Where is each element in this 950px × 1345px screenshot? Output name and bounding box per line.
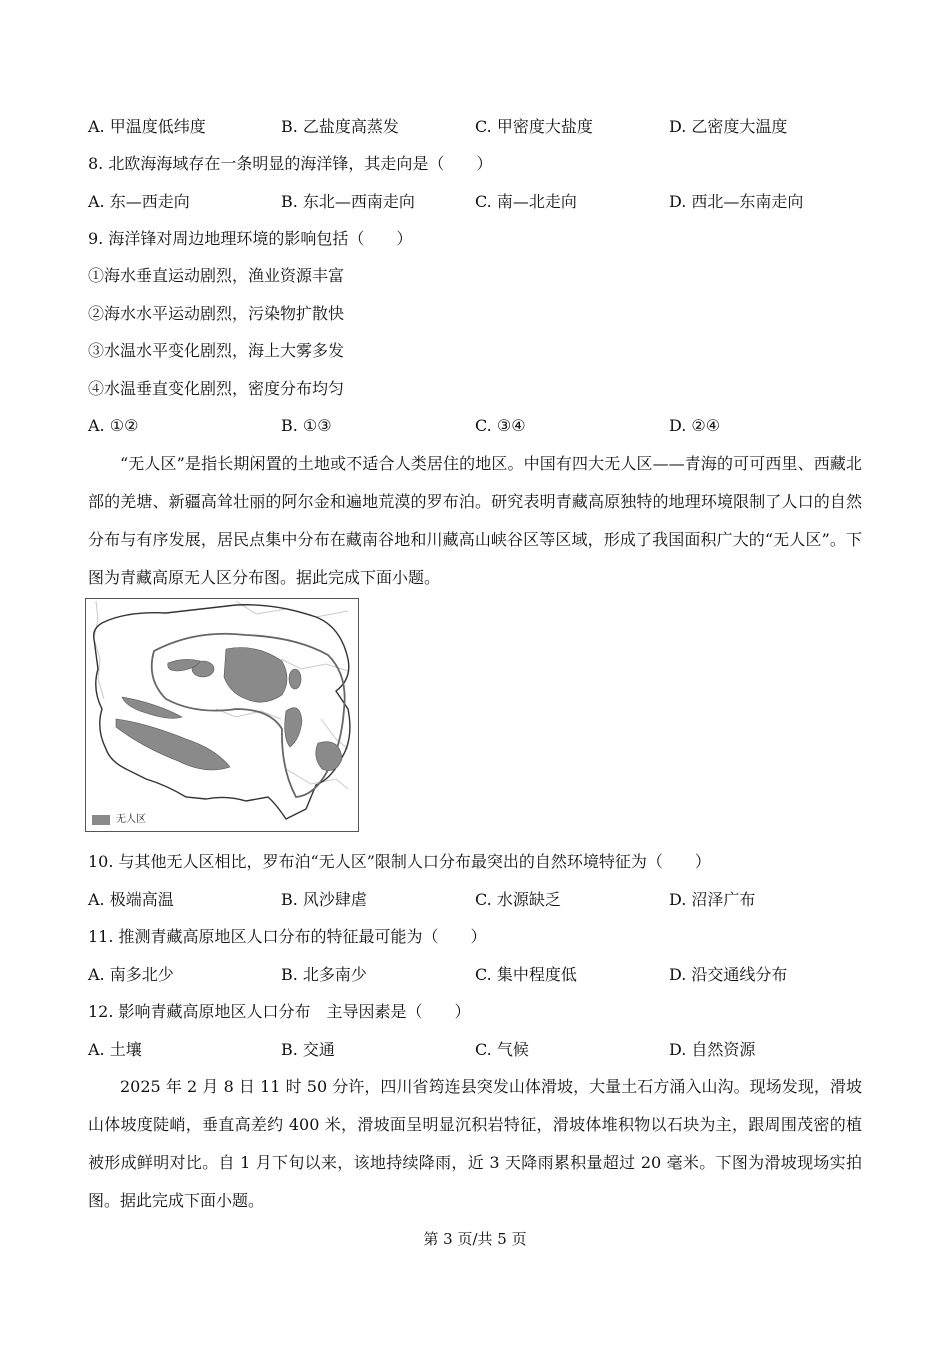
- q7-option-c: C. 甲密度大盐度: [475, 117, 593, 136]
- no-mans-land-area-5: [285, 708, 302, 747]
- q7-option-d: D. 乙密度大温度: [669, 117, 788, 136]
- q8-option-b: B. 东北—西南走向: [281, 192, 415, 211]
- page-number: 第 3 页/共 5 页: [423, 1230, 527, 1248]
- q9-option-c: C. ③④: [475, 416, 526, 435]
- q9-stem: 9. 海洋锋对周边地理环境的影响包括（ ）: [88, 229, 413, 248]
- q12-option-c: C. 气候: [475, 1040, 529, 1059]
- q9-option-b: B. ①③: [281, 416, 332, 435]
- q8-options: [88, 191, 868, 213]
- q10-option-a: A. 极端高温: [88, 890, 174, 909]
- q9-item-2: ②海水水平运动剧烈，污染物扩散快: [88, 304, 345, 323]
- q9-item-1: ①海水垂直运动剧烈，渔业资源丰富: [88, 266, 345, 285]
- no-mans-land-area-7: [122, 697, 182, 718]
- q9-options: [88, 415, 868, 437]
- map-drawing: [86, 599, 358, 831]
- q11-options: [88, 964, 868, 986]
- q8-option-a: A. 东—西走向: [88, 192, 190, 211]
- q11-option-d: D. 沿交通线分布: [669, 965, 788, 984]
- qinghai-tibet-map: [85, 598, 359, 832]
- q12-option-a: A. 土壤: [88, 1040, 142, 1059]
- q7-options: [88, 116, 868, 138]
- q11-option-b: B. 北多南少: [281, 965, 367, 984]
- q12-stem: 12. 影响青藏高原地区人口分布 主导因素是（ ）: [88, 1002, 471, 1021]
- q12-options: [88, 1039, 868, 1061]
- no-mans-land-area-4: [289, 669, 301, 689]
- legend-swatch: [92, 815, 110, 825]
- q7-option-b: B. 乙盐度高蒸发: [281, 117, 399, 136]
- q10-option-d: D. 沼泽广布: [669, 890, 756, 909]
- q8-option-d: D. 西北—东南走向: [669, 192, 804, 211]
- passage-landslide: 2025 年 2 月 8 日 11 时 50 分许，四川省筠连县突发山体滑坡，大量土石方涌入山沟。现场发现，滑坡山体坡度陡峭，垂直高差约 400 米，滑坡面呈明显沉积岩特征，滑坡体堆积物以石块为主，跟周围茂密的植被形成鲜明对比。自 1 月下旬以来，该地持续降雨，近 3 天降雨累积量超过 20 毫米。下图为滑坡现场实拍图。据此完成下面小题。: [88, 1077, 862, 1210]
- q11-stem: 11. 推测青藏高原地区人口分布的特征最可能为（ ）: [88, 927, 487, 946]
- q10-option-c: C. 水源缺乏: [475, 890, 561, 909]
- q9-option-d: D. ②④: [669, 416, 721, 435]
- q9-option-a: A. ①②: [88, 416, 139, 435]
- legend-label: 无人区: [116, 814, 146, 825]
- q9-item-3: ③水温水平变化剧烈，海上大雾多发: [88, 341, 345, 360]
- q10-option-b: B. 风沙肆虐: [281, 890, 367, 909]
- q11-option-c: C. 集中程度低: [475, 965, 577, 984]
- plateau-outline: [94, 605, 350, 819]
- no-mans-land-area-1: [224, 648, 287, 703]
- q12-option-d: D. 自然资源: [669, 1040, 756, 1059]
- q10-options: [88, 889, 868, 911]
- q10-stem: 10. 与其他无人区相比，罗布泊“无人区”限制人口分布最突出的自然环境特征为（ ）: [88, 852, 711, 871]
- q8-stem: 8. 北欧海海域存在一条明显的海洋锋，其走向是（ ）: [88, 154, 493, 173]
- q8-option-c: C. 南—北走向: [475, 192, 577, 211]
- q9-item-4: ④水温垂直变化剧烈，密度分布均匀: [88, 379, 345, 398]
- q7-option-a: A. 甲温度低纬度: [88, 117, 206, 136]
- q12-option-b: B. 交通: [281, 1040, 335, 1059]
- boundary-line-north: [236, 601, 348, 617]
- no-mans-land-area-6: [116, 719, 230, 770]
- passage-no-mans-land: “无人区”是指长期闲置的土地或不适合人类居住的地区。中国有四大无人区——青海的可可西里、西藏北部的羌塘、新疆高耸壮丽的阿尔金和遍地荒漠的罗布泊。研究表明青藏高原独特的地理环境限制了人口的自然分布与有序发展，居民点集中分布在藏南谷地和川藏高山峡谷区等区域，形成了我国面积广大的“无人区”。下图为青藏高原无人区分布图。据此完成下面小题。: [88, 454, 862, 587]
- q11-option-a: A. 南多北少: [88, 965, 174, 984]
